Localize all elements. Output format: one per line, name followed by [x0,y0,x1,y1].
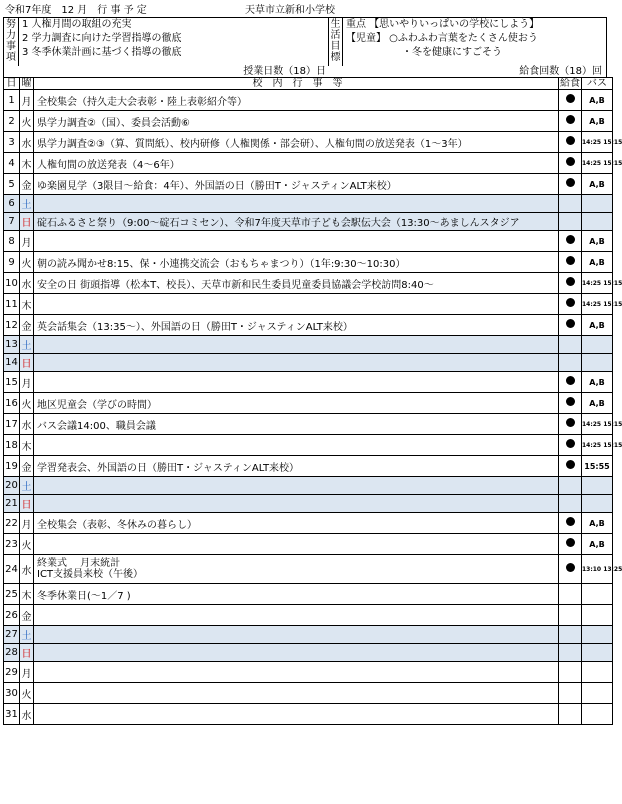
meal-dot-icon [566,298,575,307]
school-name: 天草市立新和小学校 [245,5,335,16]
meal-cell [559,534,582,555]
bus-cell: A,B [582,252,613,273]
event-cell: 全校集会（表彰、冬休みの暮らし） [34,513,559,534]
life-child-goal-2: ・冬を健康にすごそう [402,47,502,58]
event-cell: 地区児童会（学びの時間） [34,393,559,414]
day-cell: 5 [4,174,20,195]
bus-cell: A,B [582,534,613,555]
meal-dot-icon [566,235,575,244]
day-cell: 11 [4,294,20,315]
event-cell: バス会議14:00、職員会議 [34,414,559,435]
schedule-page [3,4,622,725]
table-body [4,90,622,725]
table-row [4,195,613,213]
table-row [4,662,613,683]
life-focus: 重点 【思いやりいっぱいの学校にしよう】 [346,19,540,30]
bus-cell [582,336,613,354]
day-cell: 7 [4,213,20,231]
meal-cell [559,174,582,195]
event-cell [34,534,559,555]
day-cell: 21 [4,495,20,513]
day-cell: 20 [4,477,20,495]
weekday-cell: 日 [20,644,34,662]
day-cell: 30 [4,683,20,704]
weekday-cell: 月 [20,90,34,111]
weekday-cell: 火 [20,111,34,132]
bus-cell [582,477,613,495]
table-row [4,605,613,626]
event-cell [34,495,559,513]
weekday-cell: 土 [20,477,34,495]
meal-cell [559,393,582,414]
goals-label [4,18,19,66]
goal-item: 3 冬季休業計画に基づく指導の徹底 [22,47,182,58]
bus-cell: A,B [582,372,613,393]
event-cell: ゆ楽園見学（3限目～給食：4年）、外国語の日（勝田T・ジャスティンALT来校） [34,174,559,195]
day-cell: 18 [4,435,20,456]
day-cell: 19 [4,456,20,477]
meal-dot-icon [566,376,575,385]
goals-label-text: 努力事項 [6,19,16,63]
schedule-table [3,77,622,725]
meal-dot-icon [566,136,575,145]
bus-cell: A,B [582,231,613,252]
col-meal: 給食 [560,78,580,89]
meal-cell [559,273,582,294]
weekday-cell: 日 [20,495,34,513]
weekday-cell: 金 [20,315,34,336]
weekday-cell: 月 [20,231,34,252]
weekday-cell: 金 [20,174,34,195]
meal-cell [559,555,582,584]
event-cell: 県学力調査②（国）、委員会活動⑥ [34,111,559,132]
table-row [4,213,613,231]
event-cell [34,704,559,725]
day-cell: 22 [4,513,20,534]
weekday-cell: 金 [20,456,34,477]
table-header-row [4,78,613,90]
life-child-goal: 【児童】 ○ふわふわ言葉をたくさん使おう [346,33,538,44]
meal-dot-icon [566,460,575,469]
table-row [4,456,613,477]
bus-cell: 13:10 13:25 [582,555,613,584]
meal-cell [559,153,582,174]
bus-cell: A,B [582,513,613,534]
meal-count: 給食回数（18）回 [519,66,602,77]
event-cell [34,231,559,252]
weekday-cell: 木 [20,435,34,456]
weekday-cell: 木 [20,584,34,605]
day-cell: 24 [4,555,20,584]
table-row [4,626,613,644]
meal-dot-icon [566,115,575,124]
meal-dot-icon [566,439,575,448]
day-cell: 3 [4,132,20,153]
event-cell [34,336,559,354]
counts-row [3,66,607,77]
event-cell: 英会話集会（13:35～）、外国語の日（勝田T・ジャスティンALT来校） [34,315,559,336]
event-cell [34,372,559,393]
meal-cell [559,132,582,153]
weekday-cell: 金 [20,605,34,626]
goals-section [3,17,607,66]
meal-cell [559,252,582,273]
table-row [4,477,613,495]
bus-cell: A,B [582,111,613,132]
bus-cell [582,495,613,513]
meal-dot-icon [566,319,575,328]
event-cell [34,435,559,456]
meal-dot-icon [566,178,575,187]
day-cell: 29 [4,662,20,683]
table-row [4,174,613,195]
event-cell [34,477,559,495]
meal-cell [559,605,582,626]
bus-cell: 14:25 15:15 [582,153,613,174]
bus-cell: 14:25 15:15 [582,414,613,435]
weekday-cell: 水 [20,704,34,725]
life-goals [343,18,606,66]
table-row [4,132,613,153]
event-cell: 終業式 月末統計 ICT支援員来校（午後） [34,555,559,584]
meal-cell [559,294,582,315]
event-cell [34,683,559,704]
table-row [4,111,613,132]
meal-cell [559,372,582,393]
goal-item: 1 人権月間の取組の充実 [22,19,132,30]
event-cell [34,354,559,372]
meal-cell [559,354,582,372]
bus-cell [582,644,613,662]
day-cell: 26 [4,605,20,626]
day-cell: 8 [4,231,20,252]
weekday-cell: 土 [20,626,34,644]
table-row [4,315,613,336]
weekday-cell: 火 [20,683,34,704]
table-row [4,393,613,414]
event-cell [34,195,559,213]
weekday-cell: 水 [20,273,34,294]
bus-cell: 14:25 15:15 [582,132,613,153]
table-row [4,513,613,534]
bus-cell [582,626,613,644]
weekday-cell: 火 [20,393,34,414]
meal-dot-icon [566,397,575,406]
meal-cell [559,662,582,683]
meal-cell [559,704,582,725]
day-cell: 2 [4,111,20,132]
col-day: 日 [4,78,20,90]
page-title: 令和7年度 12 月 行 事 予 定 [5,5,147,16]
col-weekday: 曜 [21,78,32,89]
meal-cell [559,477,582,495]
weekday-cell: 水 [20,132,34,153]
day-cell: 28 [4,644,20,662]
goal-list [19,18,328,66]
bus-cell [582,683,613,704]
event-cell: 安全の日 街頭指導（松本T、校長）、天草市新和民生委員児童委員協議会学校訪問8:40～ [34,273,559,294]
meal-cell [559,336,582,354]
weekday-cell: 火 [20,252,34,273]
meal-cell [559,111,582,132]
bus-cell: A,B [582,393,613,414]
day-cell: 13 [4,336,20,354]
meal-dot-icon [566,256,575,265]
day-cell: 12 [4,315,20,336]
event-cell [34,294,559,315]
weekday-cell: 火 [20,534,34,555]
table-row [4,153,613,174]
table-row [4,534,613,555]
day-cell: 14 [4,354,20,372]
table-row [4,435,613,456]
day-cell: 16 [4,393,20,414]
life-label [328,18,343,66]
bus-cell: A,B [582,174,613,195]
table-row [4,354,613,372]
bus-cell [582,704,613,725]
meal-cell [559,683,582,704]
table-row [4,704,613,725]
meal-cell [559,495,582,513]
event-cell: 碇石ふるさと祭り（9:00～碇石コミセン）、令和7年度天草市子ども会駅伝大会（13:30～あましんスタジア [34,213,559,231]
event-cell: 人権旬間の放送発表（4～6年） [34,153,559,174]
event-cell: 県学力調査②③（算、質問紙）、校内研修（人権関係・部会研）、人権旬間の放送発表（1～3年） [34,132,559,153]
col-bus: バス [582,78,613,90]
meal-dot-icon [566,277,575,286]
table-row [4,495,613,513]
day-cell: 27 [4,626,20,644]
meal-dot-icon [566,157,575,166]
weekday-cell: 木 [20,153,34,174]
meal-cell [559,90,582,111]
day-cell: 23 [4,534,20,555]
table-row [4,231,613,252]
class-day-count: 授業日数（18）日 [243,66,326,77]
table-row [4,555,613,584]
bus-cell [582,354,613,372]
bus-cell: 15:55 [582,456,613,477]
meal-cell [559,315,582,336]
day-cell: 25 [4,584,20,605]
bus-cell [582,662,613,683]
meal-cell [559,513,582,534]
day-cell: 17 [4,414,20,435]
table-row [4,336,613,354]
meal-cell [559,414,582,435]
meal-dot-icon [566,538,575,547]
meal-cell [559,435,582,456]
weekday-cell: 土 [20,336,34,354]
event-cell [34,605,559,626]
bus-cell: A,B [582,90,613,111]
event-cell: 学習発表会、外国語の日（勝田T・ジャスティンALT来校） [34,456,559,477]
table-row [4,252,613,273]
table-row [4,90,613,111]
weekday-cell: 月 [20,372,34,393]
weekday-cell: 月 [20,513,34,534]
meal-dot-icon [566,418,575,427]
bus-cell: A,B [582,315,613,336]
bus-cell [582,605,613,626]
day-cell: 9 [4,252,20,273]
table-row [4,294,613,315]
event-cell [34,662,559,683]
col-events: 校 内 行 事 等 [34,78,559,90]
bus-cell: 14:25 15:15 [582,273,613,294]
day-cell: 6 [4,195,20,213]
meal-cell [559,584,582,605]
header [3,4,607,17]
bus-cell [582,213,613,231]
day-cell: 10 [4,273,20,294]
weekday-cell: 土 [20,195,34,213]
meal-cell [559,195,582,213]
weekday-cell: 月 [20,662,34,683]
event-cell: 全校集会（持久走大会表彰・陸上表彰紹介等） [34,90,559,111]
table-row [4,273,613,294]
event-cell [34,626,559,644]
meal-cell [559,213,582,231]
meal-cell [559,626,582,644]
goal-item: 2 学力調査に向けた学習指導の徹底 [22,33,182,44]
table-row [4,644,613,662]
table-row [4,683,613,704]
meal-cell [559,456,582,477]
bus-cell: 14:25 15:15 [582,294,613,315]
bus-cell [582,195,613,213]
event-cell: 冬季休業日(～1／7 ) [34,584,559,605]
weekday-cell: 木 [20,294,34,315]
day-cell: 31 [4,704,20,725]
meal-dot-icon [566,94,575,103]
table-row [4,584,613,605]
bus-cell [582,584,613,605]
meal-dot-icon [566,517,575,526]
table-row [4,414,613,435]
day-cell: 4 [4,153,20,174]
meal-cell [559,231,582,252]
day-cell: 1 [4,90,20,111]
weekday-cell: 水 [20,555,34,584]
day-cell: 15 [4,372,20,393]
weekday-cell: 日 [20,354,34,372]
meal-dot-icon [566,563,575,572]
life-label-text: 生活目標 [330,19,341,63]
weekday-cell: 水 [20,414,34,435]
meal-cell [559,644,582,662]
table-row [4,372,613,393]
weekday-cell: 日 [20,213,34,231]
bus-cell: 14:25 15:15 [582,435,613,456]
event-cell [34,644,559,662]
event-cell: 朝の読み聞かせ8:15、保・小連携交流会（おもちゃまつり）（1年:9:30～10:30） [34,252,559,273]
